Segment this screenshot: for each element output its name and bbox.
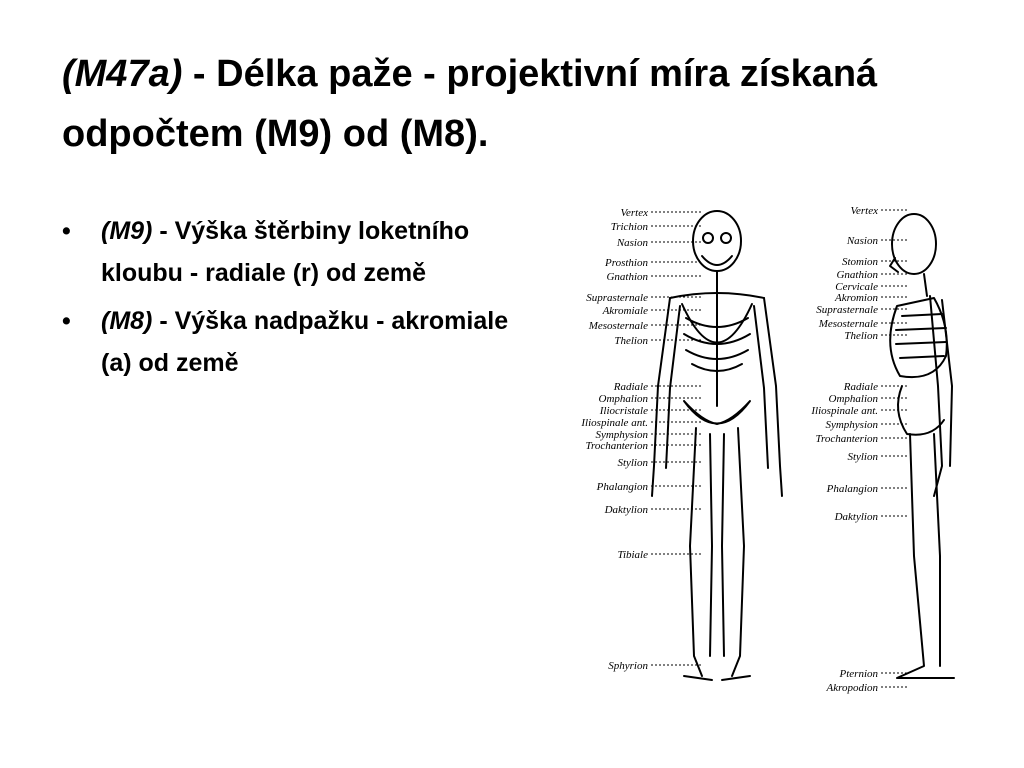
skeleton-drawing (562, 196, 1002, 704)
title-text: - Délka paže - projektivní míra získaná odpočtem (M9) od (M8). (62, 53, 878, 155)
figure-label: Sphyrion (608, 660, 648, 672)
figure-label: Symphysion (825, 419, 878, 431)
figure-label: Iliocristale (599, 405, 648, 417)
figure-label: Iliospinale ant. (811, 405, 878, 417)
side-label-group (810, 205, 908, 694)
front-label-group (580, 207, 702, 672)
figure-label: Omphalion (598, 393, 648, 405)
figure-label: Akromion (835, 292, 878, 304)
figure-label: Iliospinale ant. (581, 417, 648, 429)
figure-label: Phalangion (596, 481, 648, 493)
figure-label: Omphalion (828, 393, 878, 405)
figure-label: Suprasternale (816, 304, 878, 316)
figure-label: Radiale (843, 381, 878, 393)
figure-label: Mesosternale (818, 318, 878, 330)
figure-label: Nasion (846, 235, 878, 247)
figure-label: Pternion (839, 668, 878, 680)
figure-label: Gnathion (606, 271, 648, 283)
figure-label: Trichion (610, 221, 648, 233)
figure-label: Suprasternale (586, 292, 648, 304)
figure-label: Trochanterion (815, 433, 878, 445)
bullet-code: (M8) (101, 307, 153, 335)
figure-label: Akromiale (602, 305, 648, 317)
figure-label: Daktylion (604, 504, 648, 516)
bullet-item (62, 300, 532, 384)
slide-title (62, 44, 962, 164)
figure-label: Nasion (616, 237, 648, 249)
bullet-dot: • (62, 307, 71, 335)
figure-label: Gnathion (836, 269, 878, 281)
figure-label: Mesosternale (588, 320, 648, 332)
figure-label: Daktylion (834, 511, 878, 523)
title-code: (M47a) (62, 53, 183, 95)
figure-label: Stomion (841, 256, 878, 268)
figure-label: Vertex (850, 205, 878, 217)
bullet-dot: • (62, 217, 71, 245)
figure-label: Cervicale (835, 281, 878, 293)
figure-label: Thelion (614, 335, 648, 347)
figure-label: Stylion (617, 457, 648, 469)
figure-label: Vertex (620, 207, 648, 219)
figure-label: Radiale (613, 381, 648, 393)
figure-label: Symphysion (595, 429, 648, 441)
figure-label: Thelion (844, 330, 878, 342)
figure-label: Phalangion (826, 483, 878, 495)
bullet-text: - Výška štěrbiny loketního kloubu - radiale (r) od země (101, 217, 470, 287)
figure-label: Trochanterion (585, 440, 648, 452)
anthropometric-skeleton-figure (562, 196, 1002, 704)
bullet-item (62, 210, 532, 294)
figure-label: Stylion (847, 451, 878, 463)
figure-label: Akropodion (826, 682, 878, 694)
bullet-list (62, 210, 532, 390)
figure-label: Tibiale (617, 549, 648, 561)
bullet-code: (M9) (101, 217, 153, 245)
figure-label: Prosthion (605, 257, 648, 269)
bullet-text: - Výška nadpažku - akromiale (a) od země (101, 307, 509, 377)
